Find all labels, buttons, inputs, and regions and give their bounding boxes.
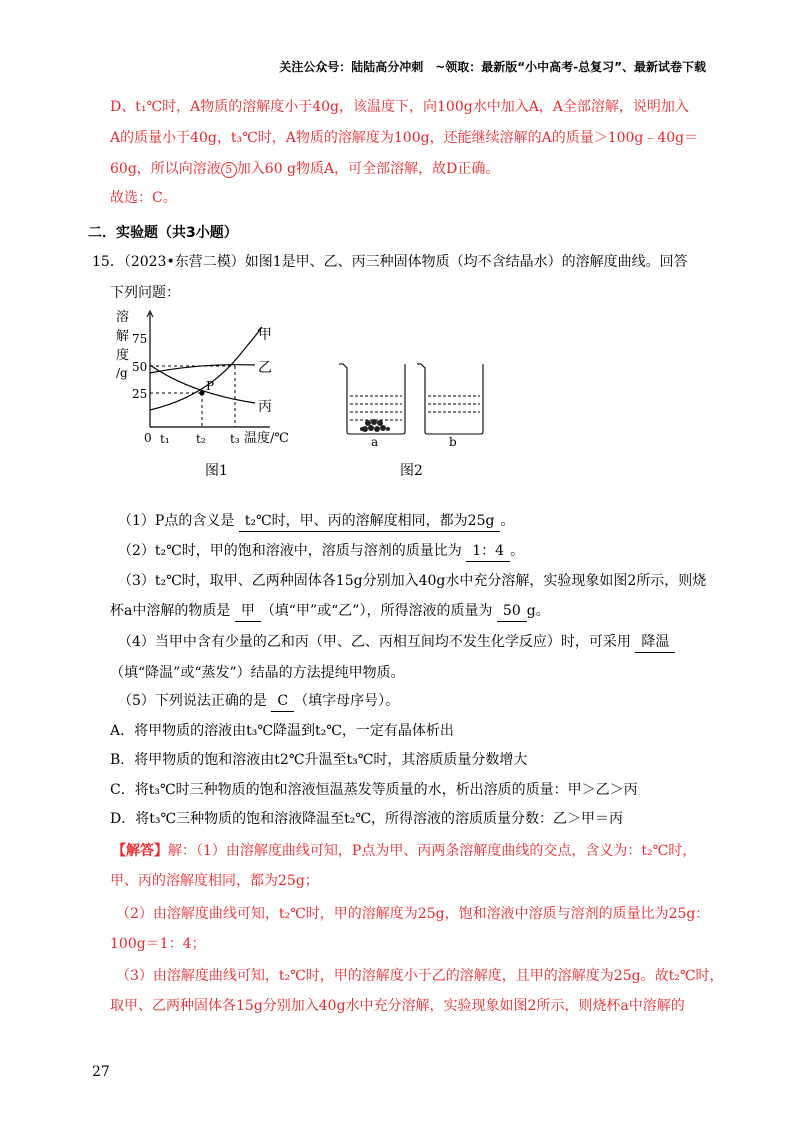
ylabel-char: 溶 bbox=[116, 310, 130, 325]
q15-sub3-line2: 杯a中溶解的物质是 甲 （填“甲”或“乙”），所得溶液的质量为 50 g。 bbox=[110, 601, 550, 622]
ylabel-char: 解 bbox=[116, 329, 130, 344]
ylabel-char: 度 bbox=[116, 348, 130, 363]
series-label-bing: 丙 bbox=[258, 399, 272, 415]
q15-sub5: （5）下列说法正确的是 C （填字母序号）。 bbox=[118, 691, 399, 712]
answer-blank: t₂℃时，甲、丙的溶解度相同，都为25g bbox=[239, 511, 501, 532]
origin-label: 0 bbox=[144, 431, 152, 445]
curve-yi bbox=[150, 365, 255, 373]
figure1-caption: 图1 bbox=[205, 463, 228, 479]
series-label-jia: 甲 bbox=[258, 327, 272, 343]
q15-option-b: B．将甲物质的饱和溶液由t2℃升温至t₃℃时，其溶质质量分数增大 bbox=[110, 752, 528, 768]
xtick-t3: t₃ bbox=[230, 432, 240, 446]
q15-sub1: （1）P点的含义是 t₂℃时，甲、丙的溶解度相同，都为25g 。 bbox=[118, 511, 514, 532]
solution-line2: 甲、丙的溶解度相同，都为25g； bbox=[110, 873, 319, 889]
answer-blank: C bbox=[271, 691, 294, 712]
answer-blank: 50 bbox=[497, 601, 527, 622]
point-p-label: P bbox=[206, 379, 215, 393]
answer-blank: 降温 bbox=[635, 632, 675, 653]
answer-blank: 1：4 bbox=[466, 541, 510, 562]
figure2-caption: 图2 bbox=[400, 463, 423, 479]
q15-option-a: A．将甲物质的溶液由t₃℃降温到t₂℃，一定有晶体析出 bbox=[110, 723, 454, 739]
answer-blank: 甲 bbox=[235, 601, 261, 622]
solution-line1: 【解答】解：（1）由溶解度曲线可知，P点为甲、丙两条溶解度曲线的交点，含义为：t₂℃时， bbox=[112, 843, 697, 859]
figure2-beakers bbox=[335, 358, 495, 448]
page-header: 关注公众号：陆陆高分冲刺 ~领取：最新版“小中高考-总复习”、最新试卷下载 bbox=[279, 60, 706, 74]
q15-sub4-line1: （4）当甲中含有少量的乙和丙（甲、乙、丙相互间均不发生化学反应）时，可采用 降温 bbox=[118, 632, 675, 653]
prev-answer-d-line2: A的质量小于40g，t₃℃时，A物质的溶解度为100g，还能继续溶解的A的质量＞100g﹣40g＝ bbox=[110, 130, 699, 146]
page-number: 27 bbox=[92, 1064, 110, 1080]
section-title: 二．实验题（共3小题） bbox=[88, 225, 238, 241]
q15-sub4-line2: （填“降温”或“蒸发”）结晶的方法提纯甲物质。 bbox=[110, 665, 405, 681]
prev-answer-d-line1: D、t₁℃时，A物质的溶解度小于40g，该温度下，向100g水中加入A，A全部溶解，说明加入 bbox=[110, 99, 689, 115]
q15-stem-line1: 15．（2023•东营二模）如图1是甲、乙、丙三种固体物质（均不含结晶水）的溶解度曲线。回答 bbox=[92, 254, 688, 270]
beaker-a-label: a bbox=[371, 435, 379, 448]
ytick-25: 25 bbox=[132, 387, 148, 401]
q15-option-d: D．将t₃℃三种物质的饱和溶液降温至t₂℃，所得溶液的溶质质量分数：乙＞甲＝丙 bbox=[110, 811, 624, 827]
undissolved-solid bbox=[360, 419, 390, 432]
beaker-b-label: b bbox=[449, 435, 457, 448]
ytick-50: 50 bbox=[132, 360, 148, 374]
beaker-b bbox=[417, 364, 483, 434]
point-p bbox=[200, 391, 205, 396]
solution-line3: （2）由溶解度曲线可知，t₂℃时，甲的溶解度为25g，饱和溶液中溶质与溶剂的质量比为25g： bbox=[116, 906, 710, 922]
prev-answer-d-line3: 60g，所以向溶液 5 加入60 g物质A，可全部溶解，故D正确。 bbox=[110, 161, 500, 177]
xlabel: 温度/℃ bbox=[244, 431, 289, 446]
series-label-yi: 乙 bbox=[258, 360, 272, 376]
solution-line5: （3）由溶解度曲线可知，t₂℃时，甲的溶解度小于乙的溶解度，且甲的溶解度为25g。故t₂℃时， bbox=[116, 968, 724, 984]
figure1-solubility-chart bbox=[110, 305, 310, 485]
solution-line4: 100g＝1：4； bbox=[110, 936, 206, 952]
solution-line6: 取甲、乙两种固体各15g分别加入40g水中充分溶解，实验现象如图2所示，则烧杯a中溶解的 bbox=[110, 998, 685, 1014]
circled-number: 5 bbox=[221, 162, 237, 178]
q15-sub2: （2）t₂℃时，甲的饱和溶液中，溶质与溶剂的质量比为 1：4 。 bbox=[118, 541, 524, 562]
ylabel-char: /g bbox=[116, 366, 128, 380]
curve-jia bbox=[150, 327, 262, 410]
q15-option-c: C．将t₃℃时三种物质的饱和溶液恒温蒸发等质量的水，析出溶质的质量：甲＞乙＞丙 bbox=[110, 782, 638, 798]
beaker-a bbox=[339, 364, 405, 434]
xtick-t2: t₂ bbox=[196, 432, 206, 446]
solution-tag: 【解答】 bbox=[112, 843, 168, 859]
prev-answer-choice: 故选：C。 bbox=[110, 190, 177, 206]
xtick-t1: t₁ bbox=[160, 432, 170, 446]
ytick-75: 75 bbox=[132, 332, 148, 346]
q15-sub3-line1: （3）t₂℃时，取甲、乙两种固体各15g分别加入40g水中充分溶解，实验现象如图2所示，则烧 bbox=[118, 573, 707, 589]
q15-stem-line2: 下列问题： bbox=[110, 285, 180, 301]
